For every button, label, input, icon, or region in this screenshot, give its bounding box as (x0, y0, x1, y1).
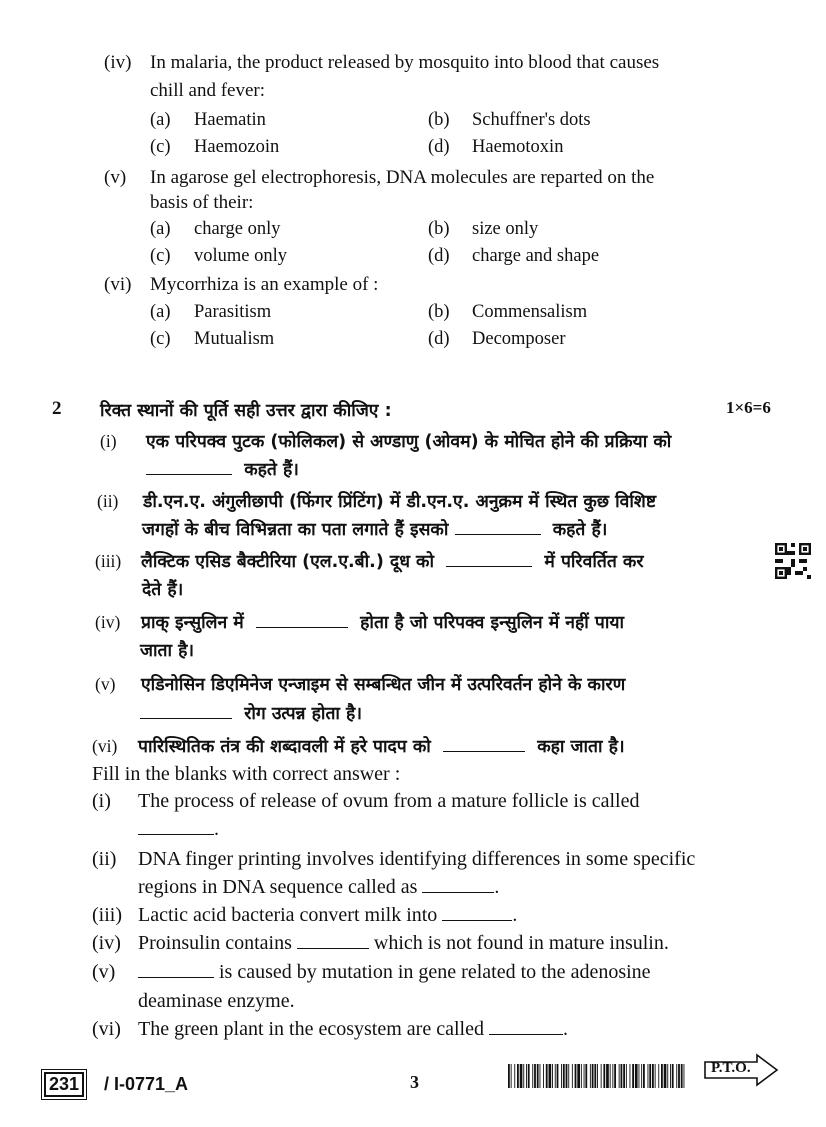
qr-code-icon (775, 543, 811, 579)
english-item: (v) is caused by mutation in gene related to the adenosine (92, 961, 651, 983)
mcq-option: (a) Parasitism (150, 302, 272, 322)
blank-line (297, 934, 369, 949)
english-item: (iii) Lactic acid bacteria convert milk into . (92, 904, 518, 926)
hindi-item-cont: रोग उत्पन्न होता है। (140, 701, 362, 725)
paper-code-box: 231 (44, 1072, 84, 1097)
blank-line (140, 704, 232, 719)
mcq-option: (a) Haematin (150, 110, 266, 130)
hindi-item: (vi) पारिस्थितिक तंत्र की शब्दावली में हरे पादप को कहा जाता है। (92, 736, 625, 757)
mcq-option: (c) Haemozoin (150, 137, 280, 157)
english-item: (iv) Proinsulin contains which is not found in mature insulin. (92, 932, 669, 954)
english-item-cont: deaminase enzyme. (138, 990, 295, 1012)
blank-line (443, 737, 525, 752)
hindi-item-cont: कहते हैं। (146, 457, 299, 481)
hindi-item-cont: जाता है। (140, 641, 195, 661)
paper-code: / I-0771_A (104, 1074, 189, 1094)
blank-line (422, 878, 494, 893)
mcq-option: (d) Haemotoxin (428, 137, 564, 157)
mcq-question-cont: chill and fever: (150, 80, 266, 101)
mcq-option: (a) charge only (150, 219, 281, 239)
mcq-question: (iv) In malaria, the product released by mosquito into blood that causes (104, 52, 660, 73)
hindi-item: (iii) लैक्टिक एसिड बैक्टीरिया (एल.ए.बी.) दूध को में परिवर्तित कर (95, 551, 644, 572)
pto-label: P.T.O. (711, 1060, 751, 1076)
english-heading: Fill in the blanks with correct answer : (92, 763, 401, 785)
english-item-num: (v) (92, 961, 116, 983)
question-number: 2 (52, 398, 62, 419)
blank-line (455, 520, 541, 535)
mcq-question: (vi) Mycorrhiza is an example of : (104, 274, 379, 295)
mcq-question: (v) In agarose gel electrophoresis, DNA molecules are reparted on the (104, 167, 655, 188)
mcq-option: (b) Schuffner's dots (428, 110, 591, 130)
hindi-item: (i) एक परिपक्व पुटक (फोलिकल) से अण्डाणु (ओवम) के मोचित होने की प्रक्रिया को (100, 431, 672, 452)
hindi-item: (iv) प्राक् इन्सुलिन में होता है जो परिपक्व इन्सुलिन में नहीं पाया (95, 612, 625, 633)
page-number: 3 (410, 1072, 419, 1092)
hindi-item: (v) एडिनोसिन डिएमिनेज एन्जाइम से सम्बन्धित जीन में उत्परिवर्तन होने के कारण (95, 674, 626, 695)
hindi-item-cont: देते हैं। (142, 580, 184, 600)
hindi-item-cont: जगहों के बीच विभिन्नता का पता लगाते हैं इसको कहते हैं। (142, 520, 608, 540)
mcq-option: (d) Decomposer (428, 329, 566, 349)
blank-line (146, 460, 232, 475)
blank-line (442, 906, 512, 921)
blank-line (489, 1020, 563, 1035)
english-item: (vi) The green plant in the ecosystem are called . (92, 1018, 568, 1040)
marks: 1×6=6 (726, 398, 771, 417)
mcq-option: (b) Commensalism (428, 302, 588, 322)
english-item-cont: regions in DNA sequence called as . (138, 876, 500, 898)
mcq-question-cont: basis of their: (150, 192, 254, 213)
hindi-item: (ii) डी.एन.ए. अंगुलीछापी (फिंगर प्रिंटिंग) में डी.एन.ए. अनुक्रम में स्थित कुछ विशिष्ट (97, 491, 657, 512)
english-item: (i) The process of release of ovum from a mature follicle is called (92, 790, 640, 812)
barcode-icon (508, 1064, 688, 1088)
pto-arrow (703, 1052, 779, 1088)
mcq-option: (b) size only (428, 219, 539, 239)
blank-line (138, 820, 214, 835)
hindi-heading: रिक्त स्थानों की पूर्ति सही उत्तर द्वारा कीजिए : (100, 401, 392, 421)
mcq-option: (d) charge and shape (428, 246, 600, 266)
english-item-cont: . (138, 818, 219, 841)
english-item: (ii) DNA finger printing involves identifying differences in some specific (92, 848, 696, 870)
mcq-option: (c) Mutualism (150, 329, 275, 349)
blank-line (256, 613, 348, 628)
mcq-option: (c) volume only (150, 246, 288, 266)
blank-line (138, 963, 214, 978)
blank-line (446, 552, 532, 567)
